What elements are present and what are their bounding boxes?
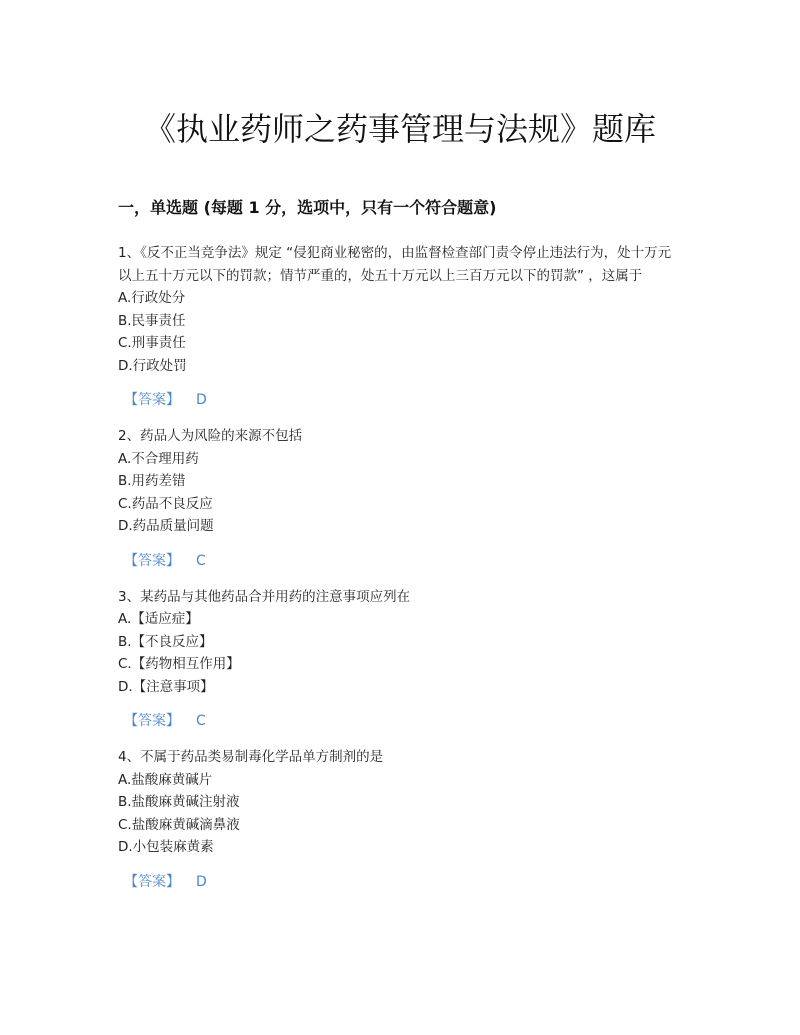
option-a: A.不合理用药 [118, 450, 199, 467]
question-stem: 4、不属于药品类易制毒化学品单方制剂的是 [118, 749, 384, 765]
option-b: B.【不良反应】 [118, 633, 213, 650]
answer-label: 【答案】 [124, 392, 180, 408]
option-d: D.药品质量问题 [118, 518, 214, 534]
answer-line [124, 871, 678, 893]
answer-value: C [196, 552, 206, 569]
option-c: C.【药物相互作用】 [118, 656, 240, 672]
question-1 [118, 242, 678, 411]
question-2 [118, 425, 678, 572]
answer-line [124, 389, 678, 411]
answer-line [124, 710, 678, 732]
question-stem: 2、药品人为风险的来源不包括 [118, 428, 303, 444]
answer-value: D [196, 392, 207, 408]
question-3 [118, 586, 678, 733]
question-list [118, 242, 678, 907]
answer-label: 【答案】 [124, 713, 180, 729]
answer-value: C [196, 713, 206, 729]
answer-line [124, 550, 678, 572]
answer-label: 【答案】 [124, 552, 180, 569]
option-d: D.小包装麻黄素 [118, 839, 214, 855]
section-heading: 一，单选题 (每题 1 分，选项中，只有一个符合题意) [118, 198, 497, 217]
option-d: D.【注意事项】 [118, 678, 214, 695]
option-b: B.盐酸麻黄碱注射液 [118, 794, 240, 810]
question-stem: 3、某药品与其他药品合并用药的注意事项应列在 [118, 588, 411, 605]
option-c: C.盐酸麻黄碱滴鼻液 [118, 816, 240, 833]
option-a: A.【适应症】 [118, 611, 199, 627]
option-d: D.行政处罚 [118, 357, 187, 374]
document-title: 《执业药师之药事管理与法规》题库 [143, 110, 656, 148]
option-b: B.用药差错 [118, 473, 186, 489]
question-4 [118, 746, 678, 893]
option-c: C.药品不良反应 [118, 495, 213, 512]
option-a: A.盐酸麻黄碱片 [118, 771, 213, 788]
answer-label: 【答案】 [124, 873, 180, 890]
option-a: A.行政处分 [118, 290, 186, 306]
question-stem: 1、《反不正当竞争法》规定 “侵犯商业秘密的，由监督检查部门责令停止违法行为，处十万元以上五十万元以下的罚款；情节严重的，处五十万元以上三百万元以下的罚款” ，这属于 [118, 245, 672, 284]
option-b: B.民事责任 [118, 312, 186, 329]
answer-value: D [196, 873, 207, 890]
option-c: C.刑事责任 [118, 335, 186, 351]
